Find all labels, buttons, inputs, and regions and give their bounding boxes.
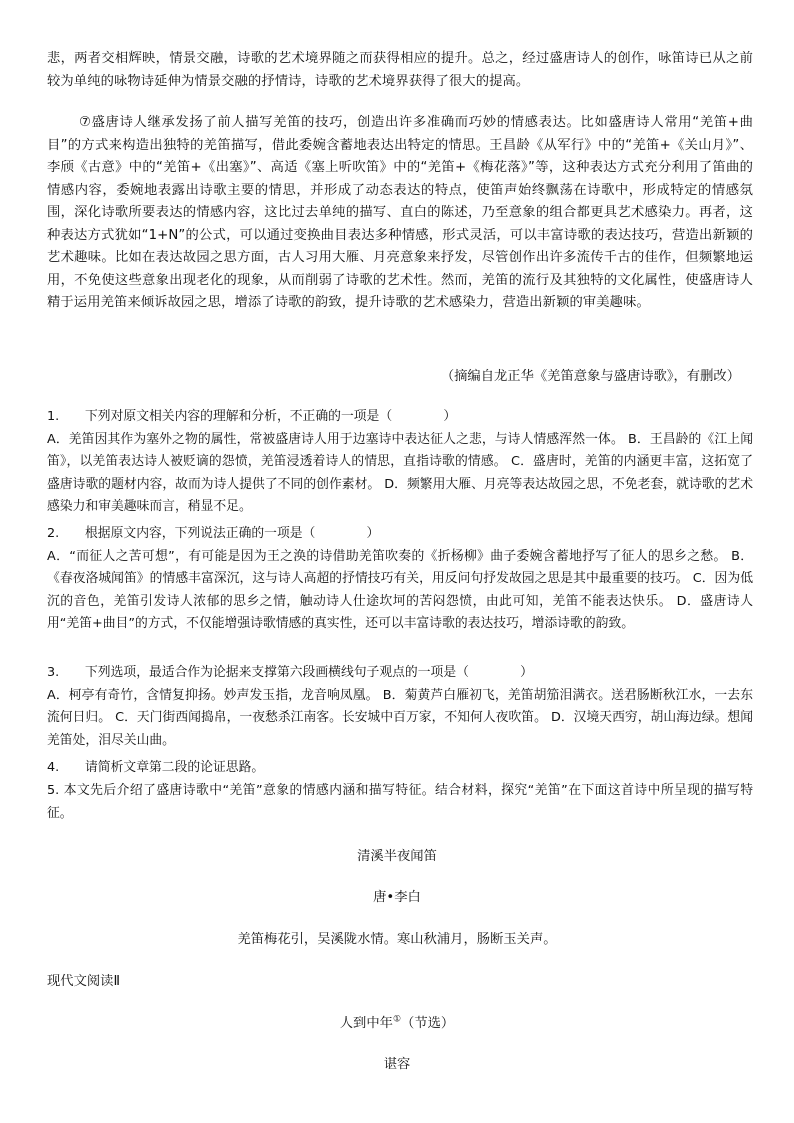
- question-options: A．羌笛因其作为塞外之物的属性，常被盛唐诗人用于边塞诗中表达征人之悲，与诗人情感浑然一体。 B．王昌龄的《江上闻笛》，以羌笛表达诗人被贬谪的怨愤，羌笛浸透着诗人的情思，直指诗歌的情感。 C．盛唐时，羌笛的内涵更丰富，这拓宽了盛唐诗歌的题材内容，故而为诗人提供了不同的创作素材。 D．频繁用大雁、月亮等表达故园之思，不免老套，就诗歌的艺术感染力和审美趣味而言，稍显不足。: [47, 431, 753, 514]
- question-number: 2.: [47, 526, 60, 541]
- question-stem: [47, 406, 753, 429]
- question-text: 请简析文章第二段的论证思路。: [85, 760, 265, 775]
- question-options: A．“而征人之苦可想”，有可能是因为王之涣的诗借助羌笛吹奏的《折杨柳》曲子委婉含蓄地抒写了征人的思乡之愁。 B．《春夜洛城闻笛》的情感丰富深沉，这与诗人高超的抒情技巧有关，用反问句抒发故园之思是其中最重要的技巧。 C．因为低沉的音色，羌笛引发诗人浓郁的思乡之情，触动诗人仕途坎坷的苦闷怨愤，由此可知，羌笛不能表达快乐。 D．盛唐诗人用“羌笛+曲目”的方式，不仅能增强诗歌情感的真实性，还可以丰富诗歌的表达技巧，增添诗歌的韵致。: [47, 548, 753, 631]
- question-text: 下列对原文相关内容的理解和分析，不正确的一项是（ ）: [85, 409, 457, 424]
- essay-subtitle: （节选）: [401, 1016, 455, 1031]
- essay-title: 人到中年: [339, 1016, 393, 1031]
- question-stem: [47, 662, 753, 685]
- poem-author: 唐•李白: [373, 890, 421, 905]
- paragraph-continuation: 悲，两者交相辉映，情景交融，诗歌的艺术境界随之而获得相应的提升。总之，经过盛唐诗人的创作，咏笛诗已从之前较为单纯的咏物诗延伸为情景交融的抒情诗，诗歌的艺术境界获得了很大的提高。: [47, 51, 753, 89]
- essay-author: 谌容: [383, 1057, 411, 1072]
- question-number: 3.: [47, 665, 60, 680]
- question-number: 4.: [47, 760, 60, 775]
- question-3: [47, 662, 753, 752]
- essay-title-line: [0, 1013, 794, 1035]
- question-text: 根据原文内容，下列说法正确的一项是（ ）: [85, 526, 380, 541]
- question-5: 5. 本文先后介绍了盛唐诗歌中“羌笛”意象的情感内涵和描写特征。结合材料，探究“羌笛”在下面这首诗中所呈现的描写特征。: [47, 783, 753, 821]
- question-2: [47, 523, 753, 636]
- source-citation: （摘编自龙正华《羌笛意象与盛唐诗歌》，有删改）: [440, 369, 740, 384]
- section-heading: 现代文阅读Ⅱ: [47, 974, 121, 989]
- question-stem: [47, 523, 753, 546]
- question-stem: [47, 757, 753, 780]
- question-options: A．柯亭有奇竹，含情复抑扬。妙声发玉指，龙音响凤凰。 B．菊黄芦白雁初飞，羌笛胡笳泪满衣。送君肠断秋江水，一去东流何日归。 C．天门街西闻捣帛，一夜愁杀江南客。长安城中百万家，不知何人夜吹笛。 D．汉境天西穷，胡山海边绿。想闻羌笛处，泪尽关山曲。: [47, 687, 753, 748]
- question-1: [47, 406, 753, 519]
- question-text: 下列选项，最适合作为论据来支撑第六段画横线句子观点的一项是（ ）: [85, 665, 533, 680]
- poem-text: 羌笛梅花引，吴溪陇水情。寒山秋浦月，肠断玉关声。: [237, 932, 557, 947]
- footnote-marker[interactable]: ①: [392, 1014, 402, 1025]
- poem-title: 清溪半夜闻笛: [357, 849, 437, 864]
- question-4: [47, 757, 753, 780]
- question-number: 1.: [47, 409, 60, 424]
- paragraph-7: ⑦盛唐诗人继承发扬了前人描写羌笛的技巧，创造出许多准确而巧妙的情感表达。比如盛唐诗人常用“羌笛+曲目”的方式来构造出独特的羌笛描写，借此委婉含蓄地表达出特定的情思。王昌龄《从军行》中的“羌笛+《关山月》”、李颀《古意》中的“羌笛+《出塞》”、高适《塞上听吹笛》中的“羌笛+《梅花落》”等，这种表达方式充分利用了笛曲的情感内容，委婉地表露出诗歌主要的情思，并形成了动态表达的特点，使笛声始终飘荡在诗歌中，形成特定的情感氛围，深化诗歌所要表达的情感内容，这比过去单纯的描写、直白的陈述，乃至意象的组合都更具艺术感染力。再者，这种表达方式犹如“1+N”的公式，可以通过变换曲目表达多种情感，形式灵活，可以丰富诗歌的表达技巧，营造出新颖的艺术趣味。比如在表达故园之思方面，古人习用大雁、月亮意象来抒发，尽管创作出许多流传千古的佳作，但频繁地运用，不免使这些意象出现老化的现象，从而削弱了诗歌的艺术性。然而，羌笛的流行及其独特的文化属性，使盛唐诗人精于运用羌笛来倾诉故园之思，增添了诗歌的韵致，提升诗歌的艺术感染力，营造出新颖的审美趣味。: [47, 115, 753, 310]
